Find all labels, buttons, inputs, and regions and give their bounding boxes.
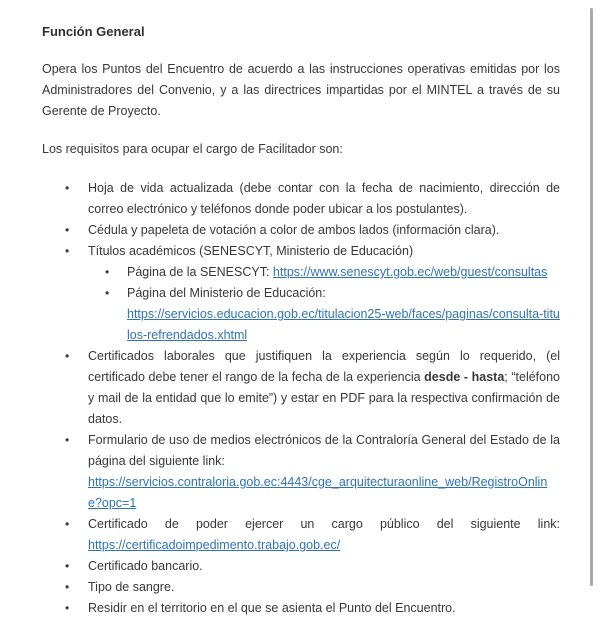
bullet-icon: • [65, 580, 70, 594]
scrollbar-thumb[interactable] [590, 8, 593, 586]
requirement-text: Títulos académicos (SENESCYT, Ministerio de Educación) [88, 244, 414, 258]
bullet-icon: • [65, 244, 70, 258]
senescyt-link[interactable]: https://www.senescyt.gob.ec/web/guest/consultas [272, 265, 548, 279]
educacion-link[interactable]: https://servicios.educacion.gob.ec/titulacion25-web/faces/paginas/consulta-titulos-refrendados.xhtml [127, 307, 560, 342]
requirement-text: Residir en el territorio en el que se asienta el Punto del Encuentro. [88, 601, 456, 615]
requirement-text: Certificados laborales que justifiquen la experiencia según lo requerido, (el certificado debe tener el rango de la fecha de la experiencia [88, 349, 560, 384]
list-item-cedula [42, 220, 560, 241]
contraloria-link[interactable]: https://servicios.contraloria.gob.ec:4443/cge_arquitecturaonline_web/RegistroOnline?opc=1 [88, 475, 548, 510]
requirement-text: Certificado de poder ejercer un cargo público del siguiente link: [88, 517, 560, 531]
bullet-icon: • [65, 223, 70, 237]
requirement-text: Formulario de uso de medios electrónicos de la Contraloría General del Estado de la página del siguiente link: [88, 433, 560, 468]
bullet-icon: • [105, 286, 110, 300]
requirements-list [42, 178, 560, 619]
list-item-titulos [42, 241, 560, 346]
bullet-icon: • [65, 433, 70, 447]
link-label: Página de la SENESCYT: [127, 265, 273, 279]
list-item-cargo-publico [42, 514, 560, 556]
list-item-residir [42, 598, 560, 619]
intro-paragraph: Opera los Puntos del Encuentro de acuerdo a las instrucciones operativas emitidas por los Administradores del Convenio, y a las directrices impartidas por el MINTEL a través de su Gerente de Proyecto. [42, 62, 560, 118]
requirement-text: Certificado bancario. [88, 559, 203, 573]
bullet-icon: • [65, 601, 70, 615]
list-item-senescyt [42, 262, 560, 283]
list-item-bancario [42, 556, 560, 577]
requirements-lead: Los requisitos para ocupar el cargo de Facilitador son: [42, 142, 343, 156]
document-content [42, 21, 560, 619]
requirement-text: ; “teléfono y mail de la entidad que lo emite”) y estar en PDF para la respectiva confirmación de datos. [88, 370, 560, 426]
requirement-text: Tipo de sangre. [88, 580, 175, 594]
list-item-hoja-vida [42, 178, 560, 220]
list-item-laborales [42, 346, 560, 430]
bullet-icon: • [65, 349, 70, 363]
bullet-icon: • [65, 181, 70, 195]
section-heading: Función General [42, 24, 145, 39]
requirement-text: Cédula y papeleta de votación a color de ambos lados (información clara). [88, 223, 500, 237]
cargo-publico-link[interactable]: https://certificadoimpedimento.trabajo.gob.ec/ [88, 538, 341, 552]
list-item-educacion [42, 283, 560, 346]
bullet-icon: • [105, 265, 110, 279]
list-item-contraloria [42, 430, 560, 514]
bullet-icon: • [65, 559, 70, 573]
requirement-text-bold: desde - hasta [424, 370, 505, 384]
titulos-sub-list [42, 262, 560, 346]
requirement-text: Hoja de vida actualizada (debe contar con la fecha de nacimiento, dirección de correo electrónico y teléfonos donde poder ubicar a los postulantes). [88, 181, 560, 216]
link-label: Página del Ministerio de Educación: [127, 286, 326, 300]
bullet-icon: • [65, 517, 70, 531]
list-item-sangre [42, 577, 560, 598]
